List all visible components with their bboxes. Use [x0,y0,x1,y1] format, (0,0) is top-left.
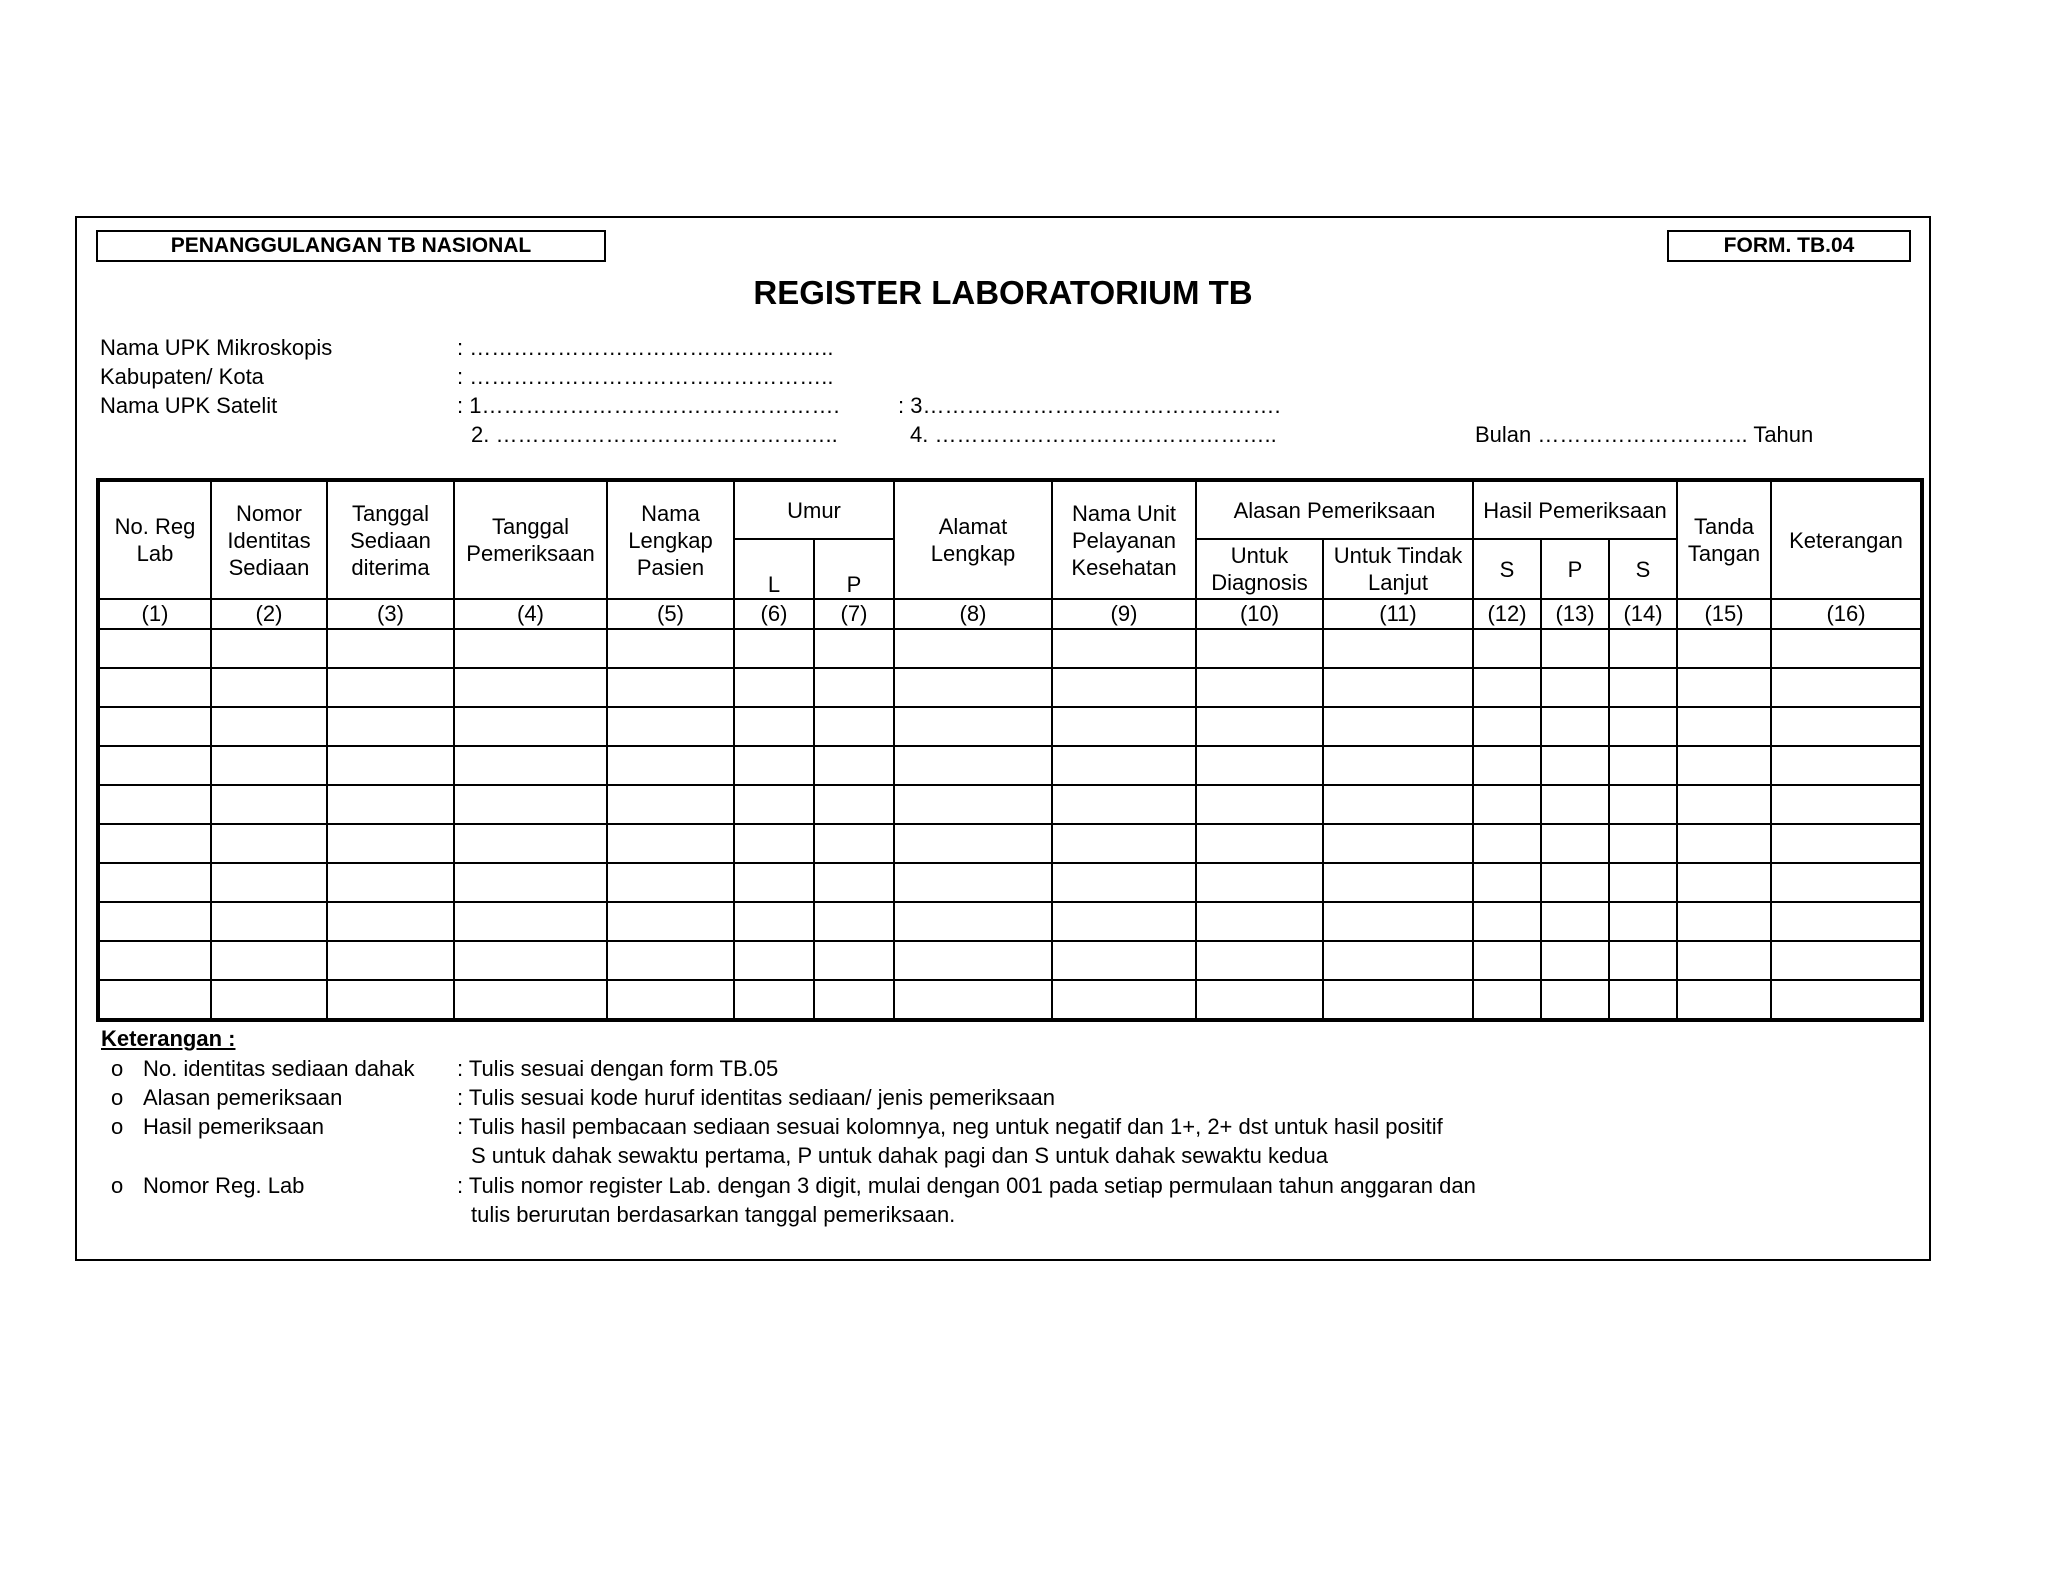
table-cell[interactable] [814,746,894,785]
col-unit-pelayanan: Nama Unit Pelayanan Kesehatan [1052,480,1196,599]
table-cell[interactable] [1052,707,1196,746]
table-cell[interactable] [734,863,814,902]
table-cell[interactable] [98,629,211,668]
table-cell[interactable] [327,668,454,707]
table-cell[interactable] [607,824,734,863]
table-cell[interactable] [1609,902,1677,941]
form-code-label: FORM. TB.04 [1667,230,1911,262]
table-cell[interactable] [1323,902,1473,941]
table-cell[interactable] [814,863,894,902]
table-cell[interactable] [1052,824,1196,863]
table-cell[interactable] [814,824,894,863]
register-table [96,478,1924,1022]
col-alamat: Alamat Lengkap [894,480,1052,599]
table-cell[interactable] [1052,668,1196,707]
table-cell[interactable] [734,629,814,668]
table-cell[interactable] [211,980,327,1020]
table-cell[interactable] [1609,746,1677,785]
column-number: (9) [1052,599,1196,629]
table-cell[interactable] [607,629,734,668]
table-cell[interactable] [211,785,327,824]
table-cell[interactable] [1473,902,1541,941]
table-cell[interactable] [734,941,814,980]
note-label: Nomor Reg. Lab [143,1173,305,1198]
kabupaten-label: Kabupaten/ Kota [100,364,264,389]
table-row [98,785,1922,824]
satelit-1: : 1…………………………………………. [457,393,840,418]
table-cell[interactable] [1323,707,1473,746]
table-cell[interactable] [454,668,607,707]
table-cell[interactable] [327,824,454,863]
table-cell[interactable] [1541,980,1609,1020]
col-alasan-tindak-lanjut: Untuk Tindak Lanjut [1323,539,1473,599]
table-cell[interactable] [814,629,894,668]
table-cell[interactable] [607,941,734,980]
table-cell[interactable] [1609,980,1677,1020]
table-cell[interactable] [734,824,814,863]
table-cell[interactable] [1323,941,1473,980]
note-label: No. identitas sediaan dahak [143,1056,415,1081]
table-cell[interactable] [454,746,607,785]
table-cell[interactable] [1473,941,1541,980]
table-cell[interactable] [814,785,894,824]
table-cell[interactable] [607,785,734,824]
table-cell[interactable] [1473,980,1541,1020]
table-cell[interactable] [1323,746,1473,785]
note-label: Alasan pemeriksaan [143,1085,343,1110]
satelit-4: 4. ……………………………………….. [910,422,1277,447]
table-cell[interactable] [1323,824,1473,863]
note-bullet: o [111,1085,124,1110]
col-hasil-p: P [1541,539,1609,599]
column-number: (6) [734,599,814,629]
table-cell[interactable] [98,746,211,785]
table-cell[interactable] [327,707,454,746]
table-row [98,707,1922,746]
table-cell[interactable] [454,980,607,1020]
note-text: : Tulis hasil pembacaan sediaan sesuai kolomnya, neg untuk negatif dan 1+, 2+ dst untuk hasil positif [457,1114,1443,1139]
satelit-label: Nama UPK Satelit [100,393,278,418]
table-cell[interactable] [98,785,211,824]
table-cell[interactable] [814,707,894,746]
table-cell[interactable] [607,980,734,1020]
column-number: (12) [1473,599,1541,629]
table-cell[interactable] [1771,824,1922,863]
table-cell[interactable] [211,902,327,941]
table-cell[interactable] [211,824,327,863]
upk-label: Nama UPK Mikroskopis [100,335,333,360]
column-number: (4) [454,599,607,629]
table-cell[interactable] [1052,863,1196,902]
table-cell[interactable] [1609,629,1677,668]
table-cell[interactable] [1052,902,1196,941]
table-cell[interactable] [1541,824,1609,863]
table-cell[interactable] [894,746,1052,785]
note-bullet: o [111,1114,124,1139]
column-number: (7) [814,599,894,629]
bulan-tahun: Bulan ……………………….. Tahun [1475,422,1814,447]
col-nomor-identitas: Nomor Identitas Sediaan [211,480,327,599]
note-bullet: o [111,1173,124,1198]
table-cell[interactable] [1473,629,1541,668]
table-cell[interactable] [734,668,814,707]
upk-value: : ………………………………………….. [457,335,834,360]
table-cell[interactable] [1052,785,1196,824]
table-cell[interactable] [211,863,327,902]
table-cell[interactable] [98,980,211,1020]
table-cell[interactable] [1677,902,1771,941]
column-number: (10) [1196,599,1323,629]
table-cell[interactable] [1196,668,1323,707]
table-cell[interactable] [454,824,607,863]
table-cell[interactable] [1052,746,1196,785]
table-cell[interactable] [1677,863,1771,902]
table-cell[interactable] [1609,668,1677,707]
col-tanggal-pemeriksaan: Tanggal Pemeriksaan [454,480,607,599]
table-cell[interactable] [1677,629,1771,668]
table-cell[interactable] [1196,629,1323,668]
table-cell[interactable] [814,941,894,980]
table-cell[interactable] [211,707,327,746]
table-cell[interactable] [1609,824,1677,863]
note-text-continued: S untuk dahak sewaktu pertama, P untuk dahak pagi dan S untuk dahak sewaktu kedua [471,1143,1328,1168]
table-cell[interactable] [1541,629,1609,668]
table-cell[interactable] [1771,746,1922,785]
table-cell[interactable] [327,980,454,1020]
col-keterangan: Keterangan [1771,480,1922,599]
table-cell[interactable] [211,629,327,668]
table-cell[interactable] [734,902,814,941]
notes-section [101,1026,1901,1246]
table-cell[interactable] [1196,824,1323,863]
table-cell[interactable] [894,863,1052,902]
table-cell[interactable] [454,941,607,980]
column-number-row [98,599,1922,629]
table-cell[interactable] [327,629,454,668]
table-cell[interactable] [1609,863,1677,902]
table-cell[interactable] [98,863,211,902]
column-number: (15) [1677,599,1771,629]
table-cell[interactable] [1052,980,1196,1020]
table-cell[interactable] [1196,980,1323,1020]
table-cell[interactable] [1541,902,1609,941]
note-text: : Tulis sesuai kode huruf identitas sediaan/ jenis pemeriksaan [457,1085,1056,1110]
table-cell[interactable] [1771,785,1922,824]
table-cell[interactable] [1677,785,1771,824]
table-cell[interactable] [98,668,211,707]
table-cell[interactable] [1541,746,1609,785]
table-cell[interactable] [1196,746,1323,785]
table-row [98,980,1922,1020]
table-cell[interactable] [894,785,1052,824]
table-cell[interactable] [1677,980,1771,1020]
column-number: (3) [327,599,454,629]
table-cell[interactable] [814,980,894,1020]
table-cell[interactable] [98,824,211,863]
table-cell[interactable] [814,668,894,707]
table-cell[interactable] [607,707,734,746]
table-cell[interactable] [1541,707,1609,746]
table-cell[interactable] [894,941,1052,980]
table-cell[interactable] [1677,707,1771,746]
table-cell[interactable] [1196,941,1323,980]
table-cell[interactable] [1771,941,1922,980]
table-cell[interactable] [894,707,1052,746]
table-cell[interactable] [734,785,814,824]
table-row [98,863,1922,902]
table-cell[interactable] [1323,785,1473,824]
table-cell[interactable] [1609,707,1677,746]
table-cell[interactable] [607,863,734,902]
col-no-reg: No. Reg Lab [98,480,211,599]
table-cell[interactable] [1323,629,1473,668]
table-cell[interactable] [1771,902,1922,941]
table-cell[interactable] [1473,668,1541,707]
table-cell[interactable] [894,980,1052,1020]
table-cell[interactable] [211,668,327,707]
table-cell[interactable] [454,863,607,902]
table-cell[interactable] [1609,941,1677,980]
table-cell[interactable] [1541,863,1609,902]
note-bullet: o [111,1056,124,1081]
column-number: (5) [607,599,734,629]
table-cell[interactable] [894,629,1052,668]
table-cell[interactable] [1196,785,1323,824]
table-cell[interactable] [454,707,607,746]
col-hasil-s2: S [1609,539,1677,599]
table-cell[interactable] [1196,902,1323,941]
table-cell[interactable] [1473,824,1541,863]
table-cell[interactable] [1473,863,1541,902]
table-cell[interactable] [454,902,607,941]
table-row [98,941,1922,980]
table-cell[interactable] [1473,746,1541,785]
table-row [98,902,1922,941]
table-cell[interactable] [1052,629,1196,668]
table-cell[interactable] [734,980,814,1020]
table-cell[interactable] [894,902,1052,941]
table-cell[interactable] [1541,668,1609,707]
column-number: (13) [1541,599,1609,629]
col-umur-p: P [814,539,894,599]
table-cell[interactable] [327,785,454,824]
table-cell[interactable] [327,941,454,980]
table-cell[interactable] [454,629,607,668]
table-cell[interactable] [327,863,454,902]
table-cell[interactable] [327,746,454,785]
note-text: : Tulis sesuai dengan form TB.05 [457,1056,779,1081]
table-cell[interactable] [211,746,327,785]
table-cell[interactable] [1323,980,1473,1020]
note-text: : Tulis nomor register Lab. dengan 3 digit, mulai dengan 001 pada setiap permulaan tahun anggaran dan [457,1173,1476,1198]
table-cell[interactable] [1609,785,1677,824]
col-alasan-diagnosis: Untuk Diagnosis [1196,539,1323,599]
table-cell[interactable] [894,824,1052,863]
table-cell[interactable] [814,902,894,941]
table-cell[interactable] [327,902,454,941]
table-cell[interactable] [1677,941,1771,980]
col-nama-pasien: Nama Lengkap Pasien [607,480,734,599]
table-cell[interactable] [1323,863,1473,902]
table-row [98,746,1922,785]
col-tanggal-sediaan: Tanggal Sediaan diterima [327,480,454,599]
table-cell[interactable] [98,707,211,746]
table-row [98,629,1922,668]
table-cell[interactable] [607,668,734,707]
table-cell[interactable] [1323,668,1473,707]
column-number: (16) [1771,599,1922,629]
table-cell[interactable] [607,746,734,785]
table-cell[interactable] [1541,941,1609,980]
table-cell[interactable] [1771,668,1922,707]
col-umur: Umur [734,480,894,539]
col-hasil-s1: S [1473,539,1541,599]
table-cell[interactable] [98,902,211,941]
table-cell[interactable] [1196,707,1323,746]
form-frame [75,216,1931,1261]
note-text-continued: tulis berurutan berdasarkan tanggal pemeriksaan. [471,1202,956,1227]
table-cell[interactable] [98,941,211,980]
table-cell[interactable] [1196,863,1323,902]
table-cell[interactable] [1771,863,1922,902]
table-cell[interactable] [894,668,1052,707]
table-cell[interactable] [454,785,607,824]
satelit-3: : 3…………………………………………. [898,393,1281,418]
table-cell[interactable] [734,707,814,746]
table-cell[interactable] [1771,980,1922,1020]
table-row [98,668,1922,707]
program-label: PENANGGULANGAN TB NASIONAL [96,230,606,262]
col-tanda-tangan: Tanda Tangan [1677,480,1771,599]
column-number: (1) [98,599,211,629]
column-number: (11) [1323,599,1473,629]
table-cell[interactable] [1677,746,1771,785]
table-cell[interactable] [1677,668,1771,707]
table-cell[interactable] [734,746,814,785]
table-cell[interactable] [211,941,327,980]
satelit-2: 2. ……………………………………….. [471,422,838,447]
table-cell[interactable] [1771,707,1922,746]
table-cell[interactable] [607,902,734,941]
table-row [98,824,1922,863]
table-cell[interactable] [1677,824,1771,863]
table-cell[interactable] [1473,785,1541,824]
table-cell[interactable] [1473,707,1541,746]
table-cell[interactable] [1771,629,1922,668]
table-cell[interactable] [1541,785,1609,824]
note-label: Hasil pemeriksaan [143,1114,324,1139]
column-number: (2) [211,599,327,629]
notes-title: Keterangan : [101,1026,236,1051]
kabupaten-value: : ………………………………………….. [457,364,834,389]
column-number: (8) [894,599,1052,629]
col-umur-l: L [734,539,814,599]
page-title: REGISTER LABORATORIUM TB [753,274,1253,311]
table-cell[interactable] [1052,941,1196,980]
column-number: (14) [1609,599,1677,629]
col-hasil: Hasil Pemeriksaan [1473,480,1677,539]
col-alasan: Alasan Pemeriksaan [1196,480,1473,539]
